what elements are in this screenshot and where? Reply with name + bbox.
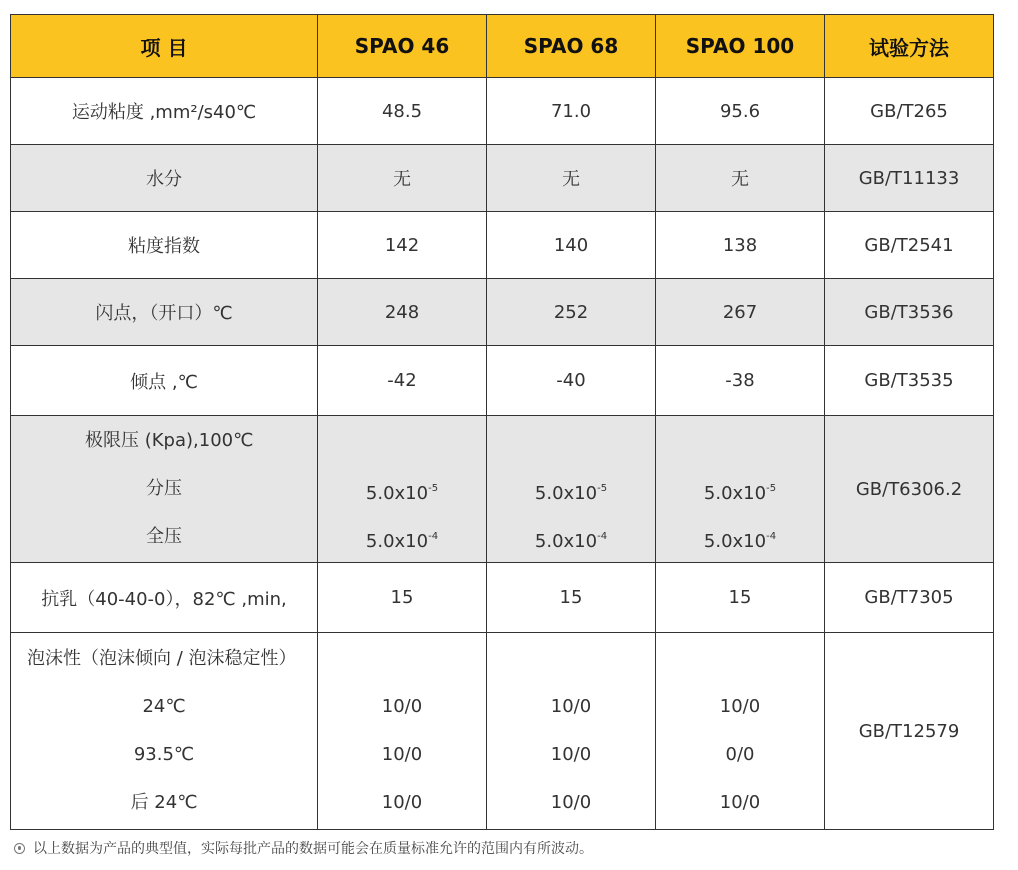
row-value: 267 xyxy=(656,279,825,346)
value-base: 5.0x10 xyxy=(534,483,598,504)
table-row-flash-point xyxy=(11,279,994,346)
footnote xyxy=(14,838,593,858)
table-row-pour-point xyxy=(11,346,994,416)
row-value: 248 xyxy=(318,279,487,346)
table-row-kinematic-viscosity xyxy=(11,78,994,145)
row-method: GB/T12579 xyxy=(825,633,994,830)
row-value xyxy=(318,416,487,563)
value-exponent: -4 xyxy=(766,531,777,542)
row-value: -40 xyxy=(487,346,656,416)
row-method: GB/T6306.2 xyxy=(825,416,994,563)
row-value xyxy=(656,633,825,830)
foam-sub: 24℃ xyxy=(142,696,186,717)
row-value xyxy=(487,633,656,830)
table-header-row xyxy=(11,15,994,78)
row-item xyxy=(11,633,318,830)
row-item: 倾点 ,℃ xyxy=(11,346,318,416)
value-exponent: -4 xyxy=(428,531,439,542)
row-method: GB/T11133 xyxy=(825,145,994,212)
row-value: 无 xyxy=(487,145,656,212)
foam-value: 10/0 xyxy=(550,744,592,765)
value-base: 5.0x10 xyxy=(703,531,767,552)
foam-sub: 93.5℃ xyxy=(133,744,195,765)
row-item: 粘度指数 xyxy=(11,212,318,279)
value-exponent: -5 xyxy=(766,483,777,494)
row-item: 运动粘度 ,mm²/s40℃ xyxy=(11,78,318,145)
row-value: -38 xyxy=(656,346,825,416)
foam-value: 10/0 xyxy=(550,792,592,813)
table-row-moisture xyxy=(11,145,994,212)
foam-value: 10/0 xyxy=(719,792,761,813)
foam-value: 10/0 xyxy=(719,696,761,717)
header-spao100: SPAO 100 xyxy=(656,15,825,78)
row-value: 142 xyxy=(318,212,487,279)
table-row-viscosity-index xyxy=(11,212,994,279)
row-value: 48.5 xyxy=(318,78,487,145)
row-method: GB/T265 xyxy=(825,78,994,145)
value-base: 5.0x10 xyxy=(534,531,598,552)
foam-title: 泡沫性（泡沫倾向 / 泡沫稳定性） xyxy=(27,648,297,669)
spec-table xyxy=(10,14,994,830)
value-base: 5.0x10 xyxy=(365,483,429,504)
foam-value: 10/0 xyxy=(550,696,592,717)
value-base: 5.0x10 xyxy=(365,531,429,552)
target-dot-icon xyxy=(14,843,25,854)
row-value: -42 xyxy=(318,346,487,416)
table-row-ultimate-pressure xyxy=(11,416,994,563)
row-item: 抗乳（40-40-0），82℃ ,min, xyxy=(11,563,318,633)
row-value xyxy=(318,633,487,830)
row-value: 71.0 xyxy=(487,78,656,145)
row-value: 138 xyxy=(656,212,825,279)
foam-value: 10/0 xyxy=(381,792,423,813)
header-spao68: SPAO 68 xyxy=(487,15,656,78)
value-exponent: -5 xyxy=(428,483,439,494)
row-value: 252 xyxy=(487,279,656,346)
foam-value: 10/0 xyxy=(381,744,423,765)
spec-table-container xyxy=(10,14,993,830)
header-item: 项 目 xyxy=(11,15,318,78)
foam-value: 10/0 xyxy=(381,696,423,717)
row-method: GB/T7305 xyxy=(825,563,994,633)
row-value xyxy=(487,416,656,563)
pressure-sub-total: 全压 xyxy=(146,526,182,547)
foam-value: 0/0 xyxy=(725,744,755,765)
value-base: 5.0x10 xyxy=(703,483,767,504)
row-item: 水分 xyxy=(11,145,318,212)
row-method: GB/T2541 xyxy=(825,212,994,279)
row-value: 无 xyxy=(318,145,487,212)
pressure-title: 极限压 (Kpa),100℃ xyxy=(85,430,254,451)
row-value: 无 xyxy=(656,145,825,212)
foam-sub: 后 24℃ xyxy=(130,792,198,813)
row-value: 95.6 xyxy=(656,78,825,145)
value-exponent: -5 xyxy=(597,483,608,494)
row-item xyxy=(11,416,318,563)
row-method: GB/T3535 xyxy=(825,346,994,416)
footnote-text: 以上数据为产品的典型值，实际每批产品的数据可能会在质量标准允许的范围内有所波动。 xyxy=(33,841,593,857)
header-test-method: 试验方法 xyxy=(825,15,994,78)
row-value: 15 xyxy=(318,563,487,633)
pressure-sub-partial: 分压 xyxy=(146,478,182,499)
row-value: 15 xyxy=(487,563,656,633)
row-method: GB/T3536 xyxy=(825,279,994,346)
value-exponent: -4 xyxy=(597,531,608,542)
row-value xyxy=(656,416,825,563)
row-value: 15 xyxy=(656,563,825,633)
table-row-demulsibility xyxy=(11,563,994,633)
row-value: 140 xyxy=(487,212,656,279)
header-spao46: SPAO 46 xyxy=(318,15,487,78)
row-item: 闪点，（开口）℃ xyxy=(11,279,318,346)
table-row-foaming xyxy=(11,633,994,830)
